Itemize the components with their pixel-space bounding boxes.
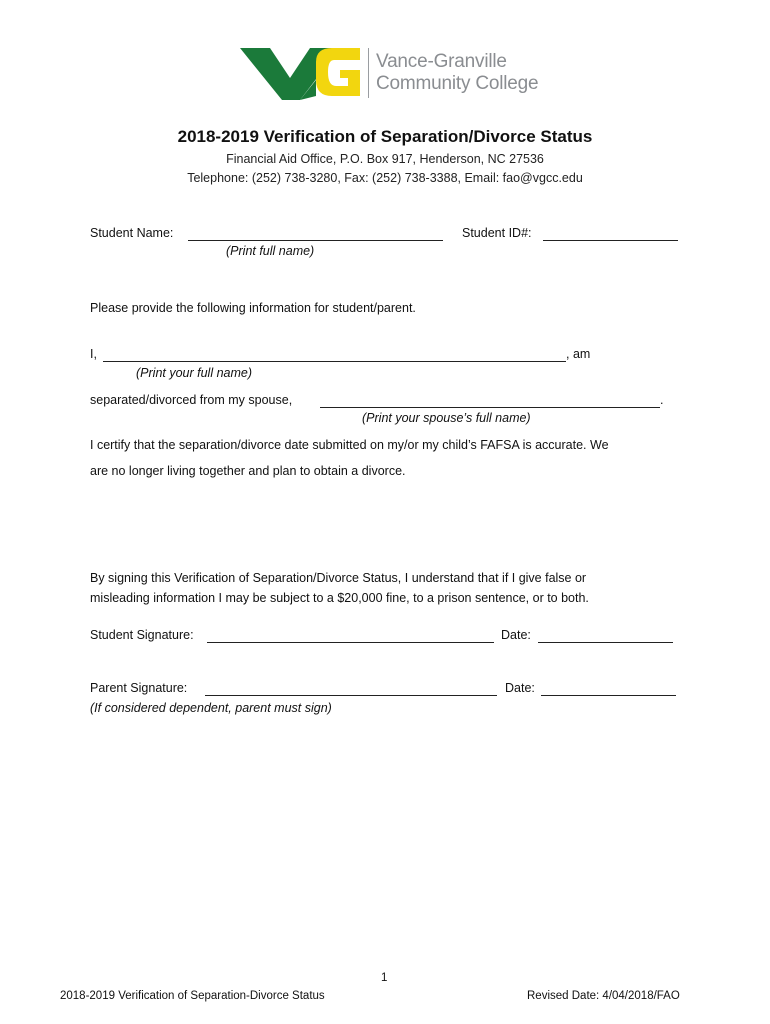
college-name-line1: Vance-Granville (376, 51, 507, 72)
footer-left: 2018-2019 Verification of Separation-Divorce Status (60, 990, 325, 1002)
contact-info: Telephone: (252) 738-3280, Fax: (252) 738-3388, Email: fao@vgcc.edu (187, 171, 583, 185)
student-name-field[interactable] (188, 240, 443, 241)
spouse-name-field[interactable] (320, 407, 660, 408)
student-name-hint: (Print full name) (226, 244, 315, 258)
student-name-label: Student Name: (90, 226, 174, 240)
parent-signature-label: Parent Signature: (90, 681, 188, 695)
parent-date-label: Date: (505, 681, 535, 695)
parent-signature-field[interactable] (205, 695, 497, 696)
warning-line1: By signing this Verification of Separation/Divorce Status, I understand that if I give false or (90, 571, 587, 585)
warning-line2: misleading information I may be subject to a $20,000 fine, to a prison sentence, or to both. (90, 591, 589, 605)
your-name-hint: (Print your full name) (136, 366, 253, 380)
college-logo (240, 44, 539, 102)
certify-line1: I certify that the separation/divorce date submitted on my/or my child’s FAFSA is accurate. We (90, 438, 609, 452)
form-title: 2018-2019 Verification of Separation/Divorce Status (177, 127, 593, 146)
student-signature-label: Student Signature: (90, 628, 194, 642)
logo-divider (368, 48, 369, 98)
student-date-label: Date: (501, 628, 531, 642)
footer-right: Revised Date: 4/04/2018/FAO (527, 990, 680, 1002)
student-date-field[interactable] (538, 642, 673, 643)
student-id-label: Student ID#: (462, 226, 532, 240)
parent-note: (If considered dependent, parent must sign) (90, 701, 332, 715)
student-signature-field[interactable] (207, 642, 494, 643)
vg-logo-mark (240, 44, 364, 102)
student-id-field[interactable] (543, 240, 678, 241)
spouse-name-hint: (Print your spouse’s full name) (362, 411, 531, 425)
page-number: 1 (381, 972, 388, 984)
your-full-name-field[interactable] (103, 361, 566, 362)
i-prefix: I, (90, 347, 97, 361)
certify-line2: are no longer living together and plan to obtain a divorce. (90, 464, 406, 478)
office-address: Financial Aid Office, P.O. Box 917, Henderson, NC 27536 (226, 152, 544, 166)
separated-period: . (660, 393, 664, 407)
am-suffix: , am (566, 347, 591, 361)
instructions-text: Please provide the following information for student/parent. (90, 301, 416, 315)
parent-date-field[interactable] (541, 695, 676, 696)
college-name-line2: Community College (376, 73, 539, 94)
separated-prefix: separated/divorced from my spouse, (90, 393, 293, 407)
